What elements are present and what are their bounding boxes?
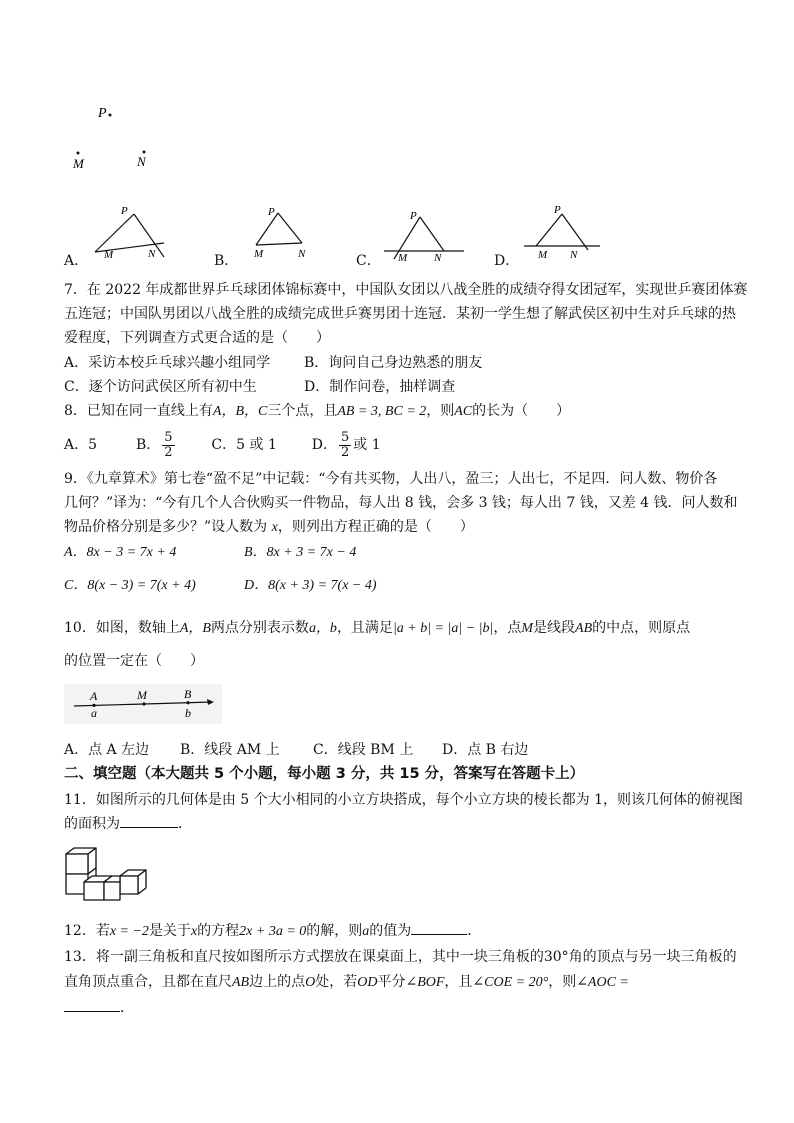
- point-n-label: N: [137, 154, 146, 169]
- q8-option-d: D． $\frac{5}{2}$ 或 1: [311, 429, 381, 460]
- q6-option-d-figure: [520, 200, 610, 260]
- q6-option-c-figure: [380, 205, 470, 261]
- q7-line-3: 爱程度，下列调查方式更合适的是（ ）: [64, 330, 330, 346]
- q8-option-c: C．5 或 1: [211, 437, 277, 453]
- point-p: [109, 114, 112, 117]
- point-m-label: M: [73, 156, 84, 171]
- q9-option-c: C．8(x − 3) = 7(x + 4): [64, 578, 196, 593]
- svg-text:P: P: [121, 205, 128, 217]
- svg-text:P: P: [410, 210, 417, 222]
- q13-line-1: 13．将一副三角板和直尺按如图所示方式摆放在课桌面上，其中一块三角板的30°角的顶点与另一块三角板的: [64, 949, 737, 965]
- q9-option-a: A．8x − 3 = 7x + 4: [64, 545, 177, 560]
- q6-option-c-label: C．: [356, 253, 381, 269]
- svg-text:N: N: [298, 248, 306, 260]
- q9-option-d: D．8(x + 3) = 7(x − 4): [244, 578, 377, 593]
- q10-line-2: 的位置一定在（ ）: [64, 653, 204, 669]
- q12-answer-blank: [411, 934, 467, 935]
- q6-option-b-figure: [240, 205, 320, 261]
- q9-option-b: B．8x + 3 = 7x − 4: [244, 545, 357, 560]
- q8-options: [64, 428, 381, 462]
- q10-option-c: C．线段 BM 上: [313, 742, 414, 758]
- q7-option-c: C．逐个访问武侯区所有初中生: [64, 379, 257, 395]
- q8-stem: 8．已知在同一直线上有A，B，C三个点，且AB = 3, BC = 2，则AC的长为（ ）: [64, 403, 571, 419]
- points-figure: [60, 100, 180, 172]
- axis-label-m: M: [137, 688, 147, 702]
- q10-option-a: A．点 A 左边: [64, 742, 150, 758]
- q13-line-3: ．: [64, 999, 134, 1017]
- svg-text:M: M: [538, 249, 548, 260]
- number-line-figure: [64, 684, 222, 724]
- q10-option-d: D．点 B 右边: [442, 742, 529, 758]
- q8-option-a: A．5: [64, 437, 98, 453]
- q8-option-b: B． $\frac{5}{2}$: [135, 429, 173, 460]
- q9-line-1: 9．《九章算术》第七卷“盈不足”中记载：“今有共买物，人出八，盈三；人出七，不足四．问人数、物价各: [64, 471, 718, 487]
- svg-text:M: M: [398, 252, 408, 261]
- q7-option-d: D．制作问卷，抽样调查: [304, 379, 456, 395]
- q10-option-b: B．线段 AM 上: [180, 742, 280, 758]
- q6-option-d-label: D．: [494, 253, 520, 269]
- q9-line-2: 几何？”译为：“今有几个人合伙购买一件物品，每人出 8 钱，会多 3 钱；每人出 7 钱，又差 4 钱．问人数和: [64, 495, 738, 511]
- axis-label-a-lower: a: [91, 706, 97, 720]
- q10-line-1: 10．如图，数轴上A，B两点分别表示数a，b，且满足|a + b| = |a| − |b|，点M是线段AB的中点，则原点: [64, 620, 691, 636]
- svg-text:M: M: [104, 249, 114, 261]
- svg-text:P: P: [268, 206, 275, 218]
- svg-text:M: M: [254, 248, 264, 260]
- axis-label-a-upper: A: [90, 689, 98, 703]
- q9-line-3: 物品价格分别是多少？”设人数为 x，则列出方程正确的是（ ）: [64, 519, 474, 535]
- q7-option-b: B．询问自己身边熟悉的朋友: [304, 355, 483, 371]
- q7-line-1: 7．在 2022 年成都世界乒乓球团体锦标赛中，中国队女团以八战全胜的成绩夺得女团冠军，实现世乒赛团体赛: [64, 282, 748, 298]
- section-fill-in-title: 二、填空题（本大题共 5 个小题，每小题 3 分，共 15 分，答案写在答题卡上）: [64, 766, 585, 782]
- q11-line-2: 的面积为 ．: [64, 816, 192, 832]
- cubes-figure: [64, 846, 154, 904]
- svg-text:N: N: [434, 252, 442, 261]
- svg-text:N: N: [148, 248, 156, 260]
- point-m: [77, 152, 80, 155]
- axis-label-b-lower: b: [185, 706, 191, 720]
- q6-option-b-label: B．: [214, 253, 239, 269]
- svg-text:P: P: [554, 204, 561, 216]
- q12-line: 12．若x = −2是关于x的方程2x + 3a = 0的解，则a的值为 ．: [64, 923, 482, 939]
- q11-line-1: 11．如图所示的几何体是由 5 个大小相同的小立方块搭成，每个小立方块的棱长都为 1，则该几何体的俯视图: [64, 792, 743, 808]
- q6-option-a-figure: [88, 200, 178, 264]
- q11-answer-blank: [120, 827, 178, 828]
- point-p-label: P: [98, 106, 107, 121]
- svg-text:N: N: [570, 249, 578, 260]
- axis-label-b-upper: B: [184, 687, 192, 701]
- q7-line-2: 五连冠；中国队男团以八战全胜的成绩完成世乒赛男团十连冠．某初一学生想了解武侯区初中生对乒乓球的热: [64, 306, 736, 322]
- q7-option-a: A．采访本校乒乓球兴趣小组同学: [64, 355, 271, 371]
- q6-option-a-label: A．: [64, 253, 89, 269]
- q13-answer-blank: [64, 1011, 120, 1012]
- q13-line-2: 直角顶点重合，且都在直尺AB边上的点O处，若OD平分∠BOF，且∠COE = 20°，则∠AOC =: [64, 974, 629, 990]
